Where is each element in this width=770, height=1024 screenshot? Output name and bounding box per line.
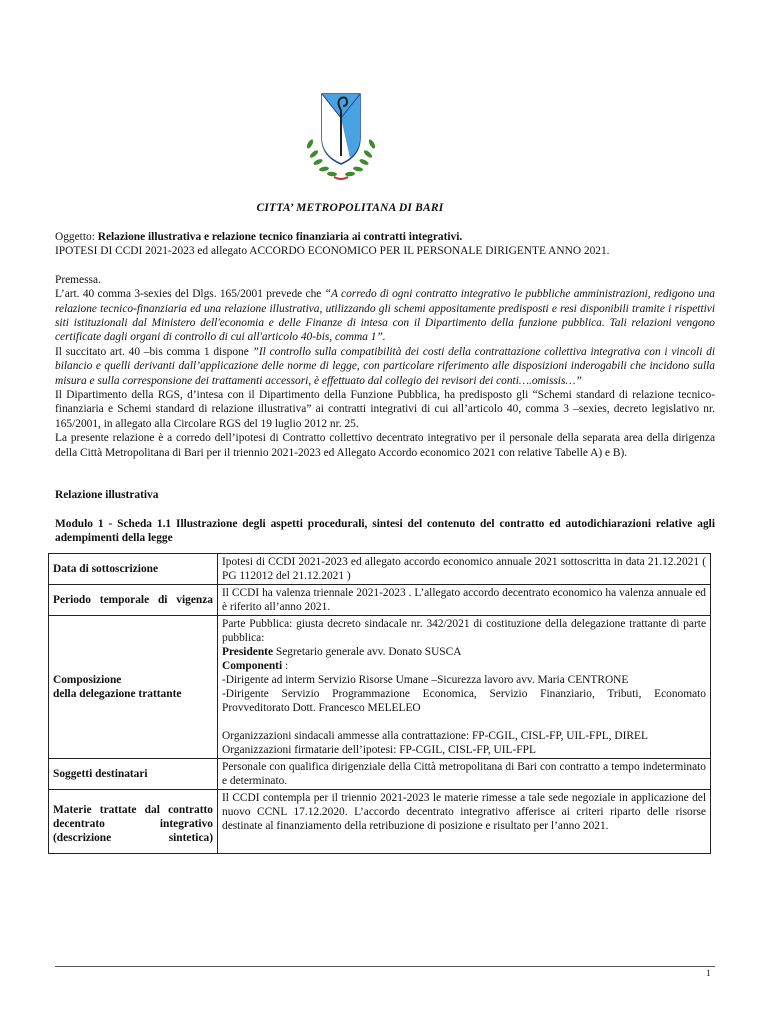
premessa-paragraph-3: Il Dipartimento della RGS, d’intesa con il Dipartimento della Funzione Pubblica, ha predisposto gli “Schemi standard di relazione tecnico-finanziaria e Schemi standard di relazione illustrativa” ai contratti integrativi di cui all’articolo 40, comma 3 –sexies, decreto legislativo nr. 165/2001, in allegato alla Circolare RGS del 19 luglio 2012 nr. 25. — [55, 389, 715, 430]
footer-divider — [55, 966, 715, 967]
row-label: Periodo temporale di vigenza — [49, 585, 218, 616]
row-value: Parte Pubblica: giusta decreto sindacale nr. 342/2021 di costituzione della delegazione trattante di parte pubblica: Presidente Segretario generale avv. Donato SUSCA Componenti : -Dirigente ad interm Servizio Risorse Umane –Sicurezza lavoro avv. Maria CENTRONE -Dirigente Servizio Programmazione Economica, Servizio Finanziario, Tributi, Economato Provveditorato Dott. Francesco MELELEO Organizzazioni sindacali ammesse alla contrattazione: FP-CGIL, CISL-FP, UIL-FPL, DIREL Organizzazioni firmatarie dell’ipotesi: FP-CGIL, CISL-FP, UIL-FPL — [218, 616, 711, 759]
ribbon — [334, 177, 348, 179]
premessa-paragraph-4: La presente relazione è a corredo dell’ipotesi di Contratto collettivo decentrato integrativo per il personale della separata area della dirigenza della Città Metropolitana di Bari per il triennio 2021-2023 ed Allegato Accordo economico 2021 con relative Tabelle A) e B). — [55, 432, 715, 459]
row-value: Il CCDI ha valenza triennale 2021-2023 . L’allegato accordo decentrato economico ha valenza annuale ed è riferito all’anno 2021. — [218, 585, 711, 616]
table-row — [49, 585, 711, 616]
modulo-heading: Modulo 1 - Scheda 1.1 Illustrazione degli aspetti procedurali, sintesi del contenuto del contratto ed autodichiarazioni relative agli adempimenti della legge — [55, 517, 715, 544]
row-value: Il CCDI contempla per il triennio 2021-2023 le materie rimesse a tale sede negoziale in applicazione del nuovo CCNL 17.12.2020. L’accordo decentrato integrativo afferisce ai criteri riparto delle risorse destinate al finanziamento della retribuzione di posizione e risultato per l’anno 2021. — [218, 790, 711, 854]
table-row — [49, 759, 711, 790]
oggetto-subject: Relazione illustrativa e relazione tecnico finanziaria ai contratti integrativi. — [97, 231, 463, 243]
row-label: Composizione della delegazione trattante — [49, 616, 218, 759]
row-label: Soggetti destinatari — [49, 759, 218, 790]
institution-title: CITTA’ METROPOLITANA DI BARI — [256, 202, 444, 214]
row-label: Materie trattate dal contratto decentrato integrativo (descrizione sintetica) — [49, 790, 218, 854]
premessa-heading: Premessa. — [55, 273, 101, 286]
table-row — [49, 554, 711, 585]
premessa-paragraph-2: Il succitato art. 40 –bis comma 1 dispone ”Il controllo sulla compatibilità dei costi della contrattazione collettiva integrativa con i vincoli di bilancio e quelli derivanti dall’applicazione delle norme di legge, con particolare riferimento alle disposizioni inderogabili che incidono sulla misura e sulla corresponsione dei trattamenti accessori, è effettuato dal collegio dei revisori dei conti….omissis…” — [55, 345, 715, 387]
relazione-heading: Relazione illustrativa — [55, 489, 159, 502]
oggetto-line: Oggetto: Relazione illustrativa e relazione tecnico finanziaria ai contratti integrativi. — [55, 231, 463, 243]
premessa-paragraph-1: L’art. 40 comma 3-sexies del Dlgs. 165/2001 prevede che “A corredo di ogni contratto integrativo le pubbliche amministrazioni, redigono una relazione tecnico-finanziaria ed una relazione illustrativa, utilizzando gli schemi appositamente predisposti e resi disponibili tramite i rispettivi siti istituzionali dal Ministero dell'economia e delle Finanze di intesa con il Dipartimento della funzione pubblica. Tali relazioni vengono certificate dagli organi di controllo di cui all'articolo 40-bis, comma 1”. — [55, 288, 716, 344]
oggetto-line2: IPOTESI DI CCDI 2021-2023 ed allegato ACCORDO ECONOMICO PER IL PERSONALE DIRIGENTE ANNO 2021. — [55, 245, 610, 258]
row-label: Data di sottoscrizione — [49, 554, 218, 585]
city-coat-of-arms-logo — [296, 88, 386, 188]
row-value: Personale con qualifica dirigenziale della Città metropolitana di Bari con contratto a tempo indeterminato e determinato. — [218, 759, 711, 790]
table-row — [49, 790, 711, 854]
page-number: 1 — [706, 968, 711, 978]
document-body — [55, 230, 715, 854]
table-row — [49, 616, 711, 759]
scheda-table — [48, 553, 711, 854]
row-value: Ipotesi di CCDI 2021-2023 ed allegato accordo economico annuale 2021 sottoscritta in data 21.12.2021 ( PG 112012 del 21.12.2021 ) — [218, 554, 711, 585]
